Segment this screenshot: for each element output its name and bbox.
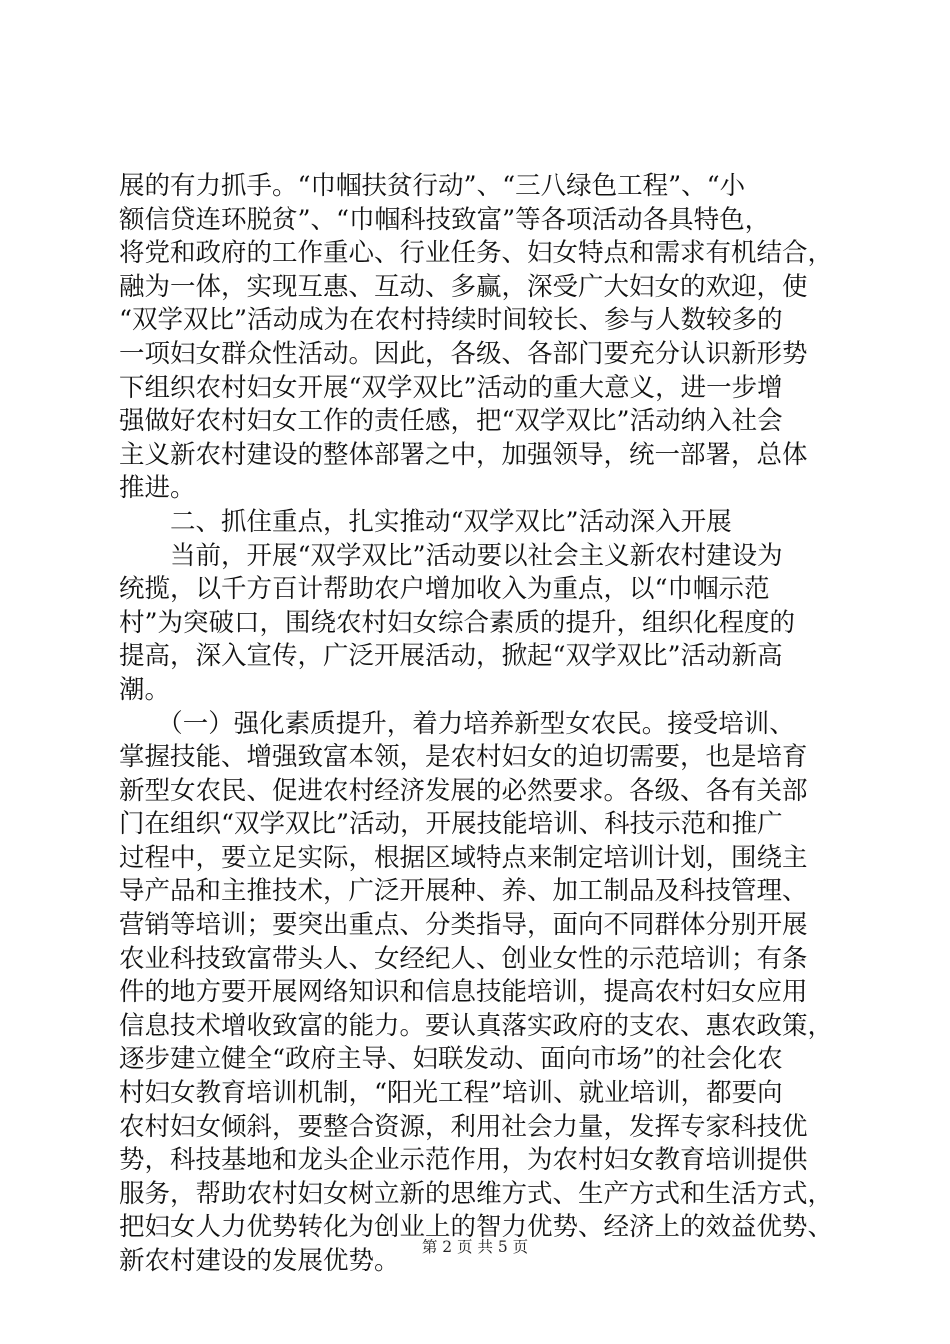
text-line: 下组织农村妇女开展“双学双比”活动的重大意义，进一步增 [119,372,783,403]
text-line: 导产品和主推技术，广泛开展种、养、加工制品及科技管理、 [119,876,808,907]
text-line: “双学双比”活动成为在农村持续时间较长、参与人数较多的 [119,305,783,336]
text-line: 新农村建设的发展优势。 [119,1246,400,1276]
text-line: 统揽，以千方百计帮助农户增加收入为重点，以“巾帼示范 [119,574,770,605]
body-text [119,170,839,1279]
text-line: 农业科技致富带头人、女经纪人、创业女性的示范培训；有条 [119,943,808,974]
page-footer [0,1237,950,1257]
text-line: 农村妇女倾斜，要整合资源，利用社会力量，发挥专家科技优 [119,1111,808,1142]
text-line: 过程中，要立足实际，根据区域特点来制定培训计划，围绕主 [119,842,808,873]
text-line: 件的地方要开展网络知识和信息技能培训，提高农村妇女应用 [119,977,808,1008]
text-line: 掌握技能、增强致富本领，是农村妇女的迫切需要，也是培育 [119,742,808,773]
text-line: 门在组织“双学双比”活动，开展技能培训、科技示范和推广 [119,809,783,840]
text-line: 额信贷连环脱贫”、“巾帼科技致富”等各项活动各具特色， [119,204,771,235]
text-line: （一）强化素质提升，着力培养新型女农民。接受培训、 [119,708,795,739]
text-line: 融为一体，实现互惠、互动、多赢，深受广大妇女的欢迎，使 [119,271,808,302]
text-line: 一项妇女群众性活动。因此，各级、各部门要充分认识新形势 [119,338,808,369]
text-line: 逐步建立健全“政府主导、妇联发动、面向市场”的社会化农 [119,1044,783,1075]
text-line: 新型女农民、促进农村经济发展的必然要求。各级、各有关部 [119,775,808,806]
text-line: 强做好农村妇女工作的责任感，把“双学双比”活动纳入社会 [119,406,783,437]
text-line: 提高，深入宣传，广泛开展活动，掀起“双学双比”活动新高 [119,641,783,672]
section-heading: 二、抓住重点，扎实推动“双学双比”活动深入开展 [119,506,732,537]
text-line: 势，科技基地和龙头企业示范作用，为农村妇女教育培训提供 [119,1145,808,1176]
text-line: 当前，开展“双学双比”活动要以社会主义新农村建设为 [119,540,783,571]
text-line: 主义新农村建设的整体部署之中，加强领导，统一部署，总体 [119,439,808,470]
text-line: 村”为突破口，围绕农村妇女综合素质的提升，组织化程度的 [119,607,796,638]
text-line: 将党和政府的工作重心、行业任务、妇女特点和需求有机结合， [119,238,834,269]
text-line: 村妇女教育培训机制，“阳光工程”培训、就业培训，都要向 [119,1078,783,1109]
text-line: 展的有力抓手。“巾帼扶贫行动”、“三八绿色工程”、“小 [119,171,746,201]
text-line: 服务，帮助农村妇女树立新的思维方式、生产方式和生活方式， [119,1178,834,1209]
text-line: 潮。 [119,674,171,705]
text-line: 营销等培训；要突出重点、分类指导，面向不同群体分别开展 [119,910,808,941]
page-number-label: 第 2 页 共 5 页 [421,1238,529,1256]
text-line: 推进。 [119,473,196,504]
text-line: 把妇女人力优势转化为创业上的智力优势、经济上的效益优势、 [119,1212,834,1243]
text-line: 信息技术增收致富的能力。要认真落实政府的支农、惠农政策， [119,1010,834,1041]
